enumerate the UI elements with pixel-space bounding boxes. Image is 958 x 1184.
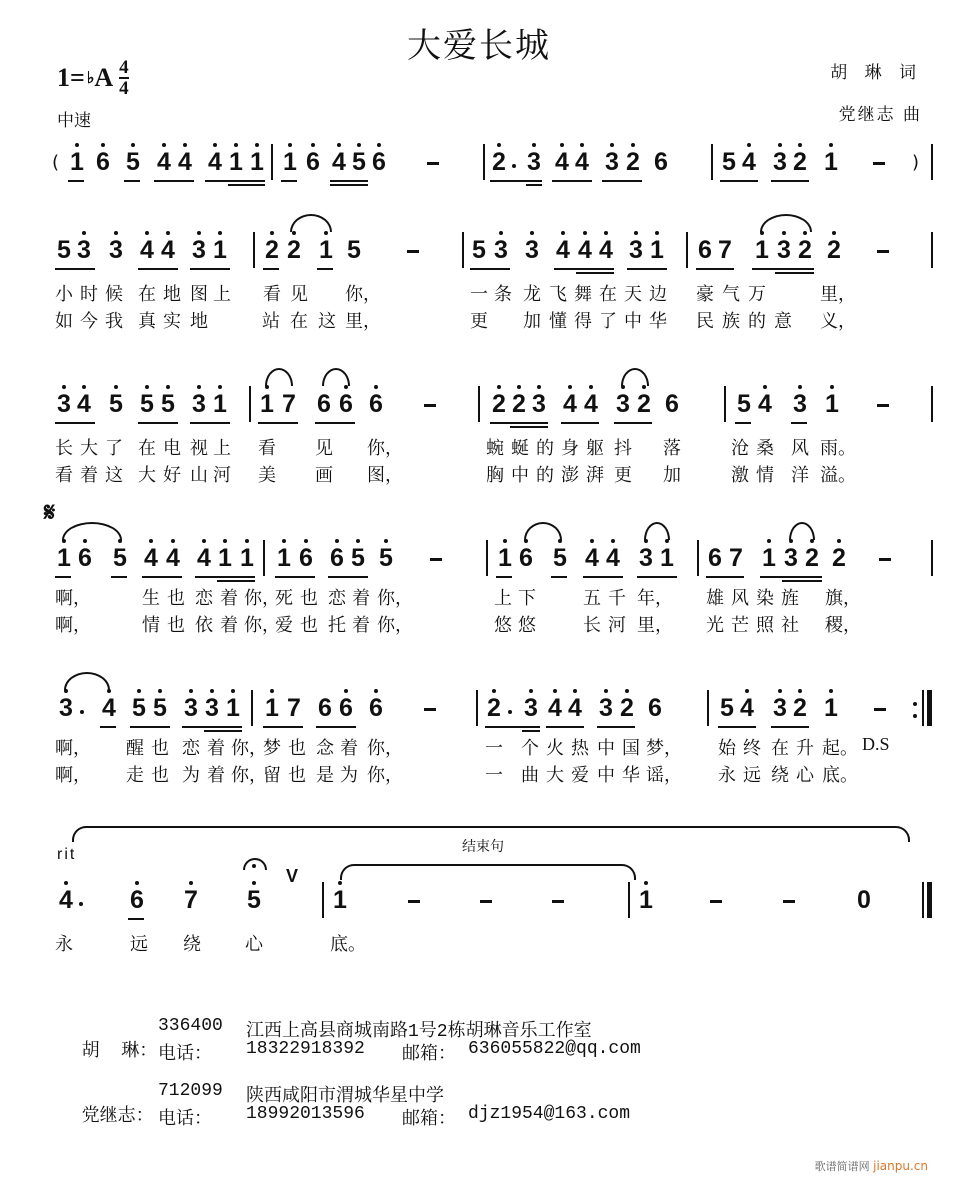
staff-coda: 4 6 7 5 1 1 0 — [0, 878, 958, 918]
lyricist-email[interactable]: 636055822@qq.com — [468, 1039, 641, 1059]
staff-verse-a: 5 3 3 4 4 3 1 2 2 1 5 5 3 3 4 4 4 3 1 6 7 1 3 2 2 — [0, 228, 958, 268]
tempo-marking: 中速 — [57, 111, 91, 131]
lyricist-phone-label: 电话： — [158, 1045, 212, 1065]
lyrics-verse-a-line2: 如 今 我 真 实 地 站 在 这 里， 更 加 懂 得 了 中 华 民 族 的 意 义， — [55, 311, 856, 332]
lyrics-verse-b-line2: 看 着 这 大 好 山 河 美 画 图， 胸 中 的 澎 湃 更 加 激 情 洋 溢。 — [55, 465, 856, 486]
contact-composer: 党继志： — [81, 1107, 154, 1127]
staff-verse-b: 3 4 5 5 5 3 1 1 7 6 6 6 2 2 3 4 4 3 2 6 5 4 3 1 — [0, 382, 958, 422]
lyrics-chorus-a-line2: 啊， 情 也 依 着 你， 爱 也 托 着 你， 悠 悠 长 河 里， 光 芒 照 社 稷， — [55, 615, 861, 636]
contact-lyricist: 胡 琳： — [81, 1042, 158, 1062]
lyricist-email-label: 邮箱： — [402, 1045, 456, 1065]
barline — [271, 144, 273, 180]
lyricist-postcode: 336400 — [158, 1016, 223, 1036]
lyrics-verse-b-line1: 长 大 了 在 电 视 上 看 见 你， 蜿 蜒 的 身 躯 抖 落 沧 桑 风 雨。 — [55, 438, 856, 459]
ds-marking: D.S — [862, 734, 890, 754]
rit-marking: rit — [57, 846, 77, 863]
watermark-brand: jianpu.cn — [873, 1159, 928, 1173]
staff-chorus-b: 3 4 5 5 3 3 1 1 7 6 6 6 2 3 4 4 3 2 6 5 4 3 2 1 — [0, 686, 958, 726]
composer-address: 陕西咸阳市渭城华星中学 — [246, 1087, 444, 1107]
key-prefix: 1= — [57, 63, 85, 92]
lyricist-address: 江西上高县商城南路1号2栋胡琳音乐工作室 — [246, 1022, 592, 1042]
key-signature — [57, 58, 129, 98]
lyrics-chorus-a-line1: 啊， 生 也 恋 着 你， 死 也 恋 着 你， 上 下 五 千 年， 雄 风 染 旌 旗， — [55, 588, 861, 609]
composer-email[interactable]: djz1954@163.com — [468, 1104, 631, 1124]
composer-phone: 18992013596 — [246, 1104, 365, 1124]
watermark[interactable]: 歌谱简谱网 jianpu.cn — [814, 1159, 928, 1173]
lyrics-coda: 永 远 绕 心 底。 — [55, 934, 366, 955]
staff-chorus-a: 1 6 5 4 4 4 1 1 1 6 6 5 5 1 6 5 4 4 3 1 6 7 1 3 2 2 — [0, 536, 958, 576]
composer-email-label: 邮箱： — [402, 1110, 456, 1130]
flat-icon: ♭ — [86, 70, 95, 87]
key-note: A — [94, 63, 114, 92]
segno-icon: 𝄋 — [44, 498, 56, 528]
composer-postcode: 712099 — [158, 1081, 223, 1101]
lyricist-credit: 胡 琳 词 — [830, 63, 922, 83]
lyricist-phone: 18322918392 — [246, 1039, 365, 1059]
composer-phone-label: 电话： — [158, 1110, 212, 1130]
final-barline — [922, 882, 924, 918]
lyrics-chorus-b-line1: 啊， 醒 也 恋 着 你， 梦 也 念 着 你， 一 个 火 热 中 国 梦， 始 终 在 升 起。 D.S — [55, 734, 890, 759]
repeat-barline — [922, 690, 924, 726]
staff-intro: ( 1 6 5 4 4 4 1 1 1 6 4 5 6 2 3 4 4 3 2 6 5 4 3 2 1 ) — [0, 140, 958, 180]
ending-label: 结束句 — [462, 839, 504, 855]
breath-mark: V — [286, 866, 299, 886]
time-signature: $\frac{4}{4}$ — [119, 57, 129, 99]
composer-credit: 党继志 曲 — [838, 105, 922, 125]
lyrics-verse-a-line1: 小 时 候 在 地 图 上 看 见 你， 一 条 龙 飞 舞 在 天 边 豪 气 万 里， — [55, 284, 856, 305]
lyrics-chorus-b-line2: 啊， 走 也 为 着 你， 留 也 是 为 你， 一 曲 大 爱 中 华 谣， 永 远 绕 心 底。 — [55, 765, 858, 786]
song-title: 大爱长城 — [407, 26, 551, 66]
